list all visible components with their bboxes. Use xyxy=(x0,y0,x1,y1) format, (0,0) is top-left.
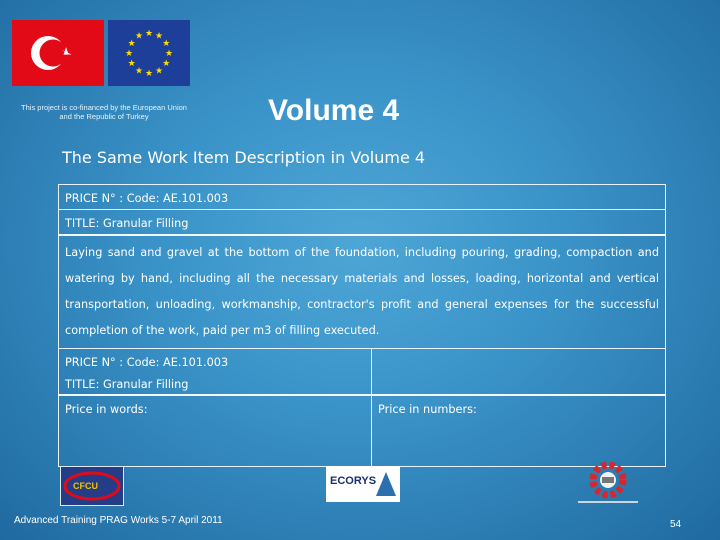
crescent-star-icon xyxy=(12,20,104,86)
eu-star-icon: ★ xyxy=(144,28,154,38)
gear-logo xyxy=(572,458,644,508)
footer-course-label: Advanced Training PRAG Works 5-7 April 2011 xyxy=(14,515,223,526)
ecorys-logo-text: ECORYS xyxy=(330,475,377,487)
ecorys-triangle-icon xyxy=(326,466,400,502)
price-number-cell: PRICE N° : Code: AE.101.003 xyxy=(65,192,229,205)
eu-star-icon: ★ xyxy=(134,65,144,76)
work-item-table xyxy=(58,184,666,467)
title-cell: TITLE: Granular Filling xyxy=(65,217,189,230)
cofinance-note xyxy=(14,103,194,121)
eu-star-icon: ★ xyxy=(127,58,136,68)
table-row xyxy=(58,236,666,348)
table-row xyxy=(58,209,666,234)
cofinance-line-2: and the Republic of Turkey xyxy=(59,112,149,121)
turkey-flag xyxy=(12,20,104,86)
eu-star-icon: ★ xyxy=(127,38,136,48)
title-cell-2: TITLE: Granular Filling xyxy=(65,378,189,391)
page-title: Volume 4 xyxy=(268,94,400,127)
eu-star-icon: ★ xyxy=(154,30,164,41)
eu-star-icon: ★ xyxy=(154,65,164,76)
eu-stars-icon xyxy=(108,20,190,86)
eu-star-icon: ★ xyxy=(164,48,174,58)
slide-number: 54 xyxy=(670,519,682,530)
eu-flag xyxy=(108,20,190,86)
cofinance-line-1: This project is co-financed by the European Union xyxy=(21,103,187,112)
eu-star-icon: ★ xyxy=(162,38,171,48)
ecorys-logo xyxy=(326,466,400,502)
price-number-cell-2: PRICE N° : Code: AE.101.003 xyxy=(65,356,229,369)
eu-star-icon: ★ xyxy=(144,68,154,78)
description-cell: Laying sand and gravel at the bottom of the foundation, including pouring, grading, compaction and watering by hand, including all the necessary materials and losses, loading, horizontal and vertical transportation, unloading, workmanship, contractor's profit and general expenses for the successful completion of the work, paid per m3 of filling executed. xyxy=(65,246,659,337)
cfcu-logo-text: CFCU xyxy=(73,481,98,491)
page-subtitle: The Same Work Item Description in Volume 4 xyxy=(62,148,426,167)
table-row xyxy=(58,184,666,209)
table-row xyxy=(58,348,666,394)
eu-star-icon: ★ xyxy=(124,48,134,58)
price-numbers-cell: Price in numbers: xyxy=(378,403,477,416)
eu-star-icon: ★ xyxy=(134,30,144,41)
eu-star-icon: ★ xyxy=(162,58,171,68)
price-words-cell: Price in words: xyxy=(65,403,148,416)
table-row xyxy=(58,396,666,467)
empty-cell xyxy=(372,349,665,394)
gear-icon xyxy=(572,458,644,508)
cfcu-logo xyxy=(60,466,124,506)
